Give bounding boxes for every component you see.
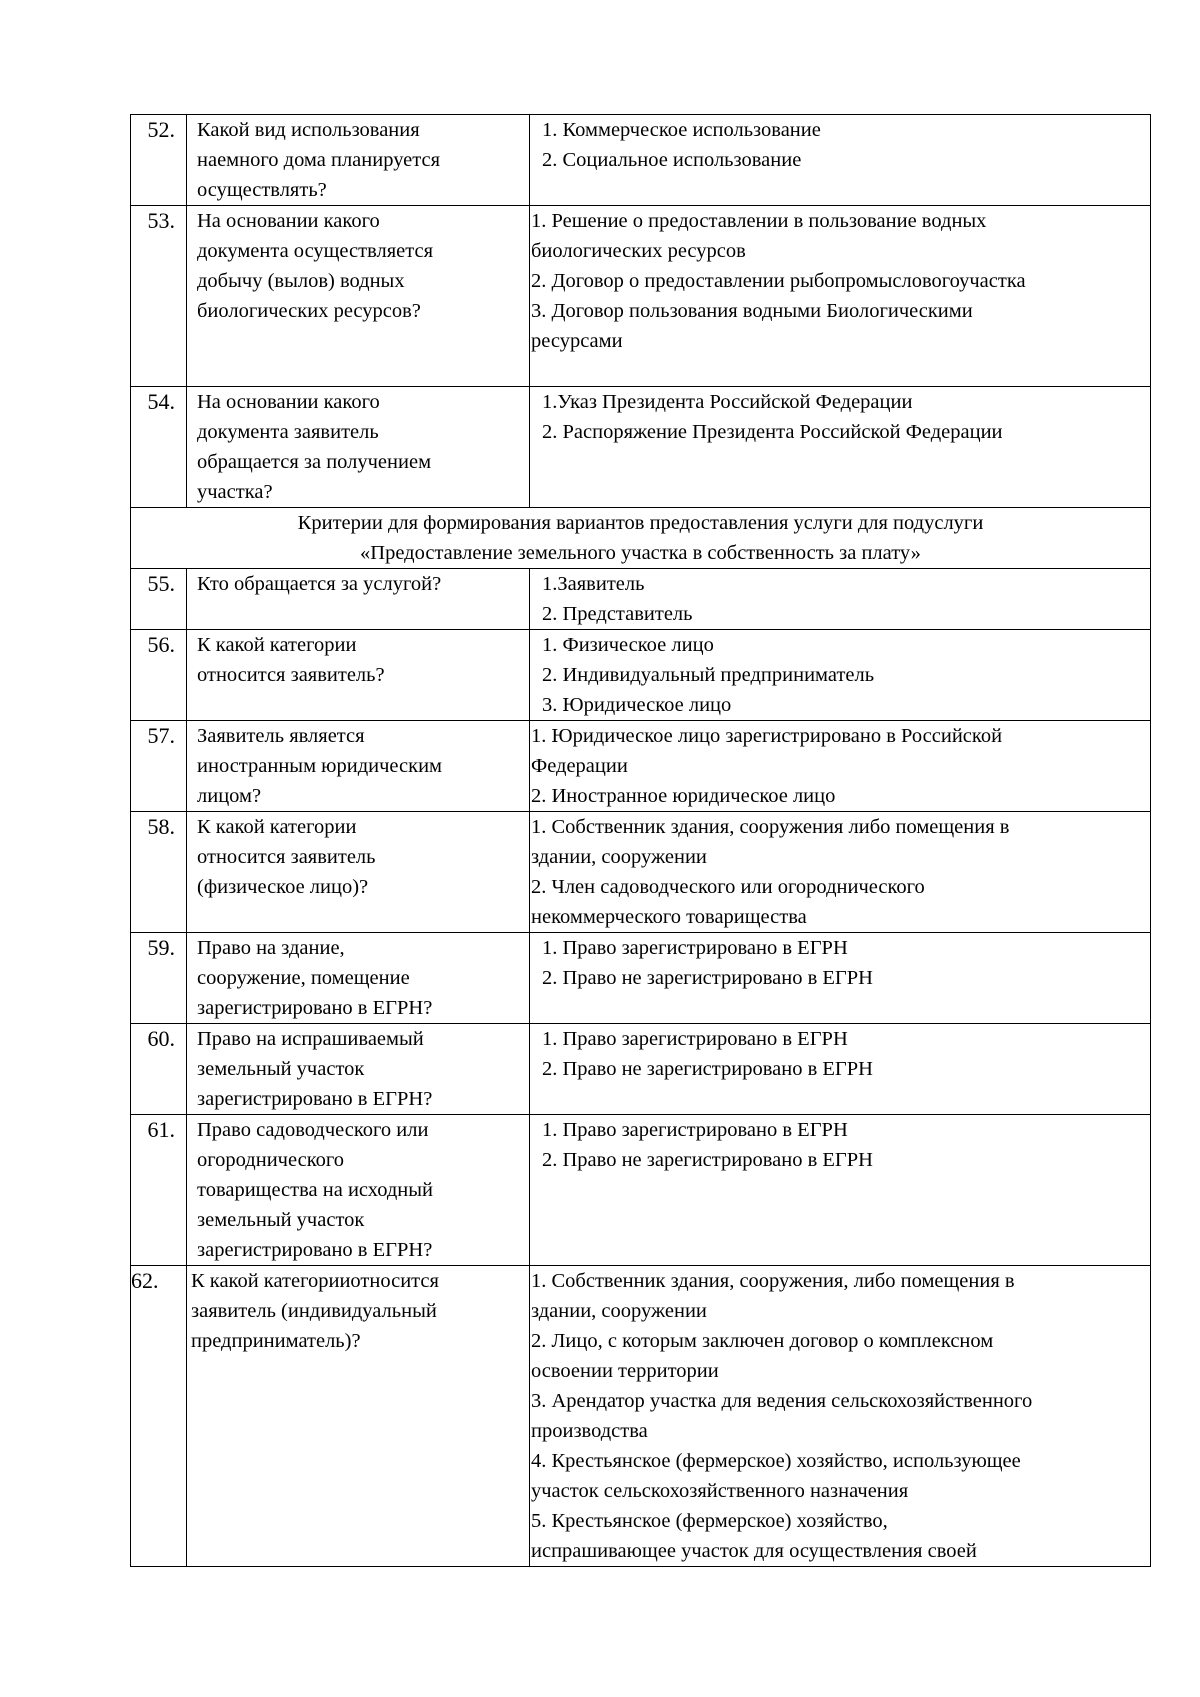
question-line: Право на испрашиваемый <box>197 1028 424 1050</box>
answer-option: 2. Право не зарегистрировано в ЕГРН <box>542 967 873 989</box>
question-line: предприниматель)? <box>191 1330 361 1352</box>
table-row <box>131 387 1151 508</box>
answer-option: 2. Представитель <box>542 603 693 625</box>
table-row <box>131 812 1151 933</box>
answer-option: 2. Право не зарегистрировано в ЕГРН <box>542 1058 873 1080</box>
criteria-table <box>130 114 1151 1567</box>
question-line: наемного дома планируется <box>197 149 441 171</box>
answers-cell <box>530 206 1151 387</box>
document-page <box>130 114 1150 1567</box>
table-row <box>131 1115 1151 1266</box>
table-row <box>131 569 1151 630</box>
question-line: земельный участок <box>197 1209 365 1231</box>
section-header-line: Критерии для формирования вариантов предоставления услуги для подуслуги <box>297 512 984 534</box>
table-row <box>131 721 1151 812</box>
answers-cell <box>530 1266 1151 1567</box>
question-line: зарегистрировано в ЕГРН? <box>197 1088 433 1110</box>
answer-option: освоении территории <box>531 1360 719 1382</box>
table-row <box>131 1024 1151 1115</box>
answer-option: 2. Индивидуальный предприниматель <box>542 664 875 686</box>
answer-option: 1. Коммерческое использование <box>542 119 821 141</box>
table-row <box>131 630 1151 721</box>
question-line: обращается за получением <box>197 451 432 473</box>
section-header <box>131 508 1151 569</box>
question-cell <box>187 1115 530 1266</box>
answers-cell <box>530 721 1151 812</box>
table-body <box>131 115 1151 1567</box>
question-cell <box>187 387 530 508</box>
row-number: 60. <box>131 1024 187 1115</box>
section-header-line: «Предоставление земельного участка в собственность за плату» <box>360 542 921 564</box>
question-line: земельный участок <box>197 1058 365 1080</box>
answer-option: 3. Арендатор участка для ведения сельскохозяйственного <box>531 1390 1033 1412</box>
question-line: К какой категории <box>197 634 357 656</box>
row-number: 53. <box>131 206 187 387</box>
question-cell <box>187 569 530 630</box>
question-line: (физическое лицо)? <box>197 876 369 898</box>
question-line: К какой категории <box>197 816 357 838</box>
answer-option: 2. Договор о предоставлении рыбопромысловогоучастка <box>531 270 1026 292</box>
question-line: К какой категорииотносится <box>191 1270 439 1292</box>
question-line: относится заявитель <box>197 846 376 868</box>
answer-option: здании, сооружении <box>531 846 707 868</box>
answer-option: 1.Заявитель <box>542 573 645 595</box>
answer-option: 5. Крестьянское (фермерское) хозяйство, <box>531 1510 888 1532</box>
question-line: осуществлять? <box>197 179 327 201</box>
question-line: иностранным юридическим <box>197 755 443 777</box>
question-line: участка? <box>197 481 273 503</box>
question-line: На основании какого <box>197 391 380 413</box>
table-row <box>131 206 1151 387</box>
question-line: добычу (вылов) водных <box>197 270 405 292</box>
question-line: На основании какого <box>197 210 380 232</box>
question-cell <box>187 115 530 206</box>
answer-option: 1. Юридическое лицо зарегистрировано в Российской <box>531 725 1003 747</box>
question-line: сооружение, помещение <box>197 967 410 989</box>
answer-option: участок сельскохозяйственного назначения <box>531 1480 909 1502</box>
answers-cell <box>530 387 1151 508</box>
answer-option: 2. Социальное использование <box>542 149 802 171</box>
answer-option: 1. Решение о предоставлении в пользование водных <box>531 210 987 232</box>
row-number: 56. <box>131 630 187 721</box>
answer-option: 2. Распоряжение Президента Российской Федерации <box>542 421 1003 443</box>
row-number: 58. <box>131 812 187 933</box>
question-line: заявитель (индивидуальный <box>191 1300 437 1322</box>
question-line: Право на здание, <box>197 937 345 959</box>
question-cell <box>187 1024 530 1115</box>
answer-option: 2. Право не зарегистрировано в ЕГРН <box>542 1149 873 1171</box>
answer-option: 4. Крестьянское (фермерское) хозяйство, использующее <box>531 1450 1021 1472</box>
answers-cell <box>530 812 1151 933</box>
table-row <box>131 933 1151 1024</box>
answer-option: 1. Право зарегистрировано в ЕГРН <box>542 1119 848 1141</box>
question-line: товарищества на исходный <box>197 1179 434 1201</box>
row-number: 55. <box>131 569 187 630</box>
answer-option: 1. Собственник здания, сооружения, либо помещения в <box>531 1270 1015 1292</box>
answer-option: ресурсами <box>531 330 623 352</box>
answer-option: 1. Собственник здания, сооружения либо помещения в <box>531 816 1010 838</box>
answer-option: 1. Право зарегистрировано в ЕГРН <box>542 1028 848 1050</box>
answer-option: 1.Указ Президента Российской Федерации <box>542 391 913 413</box>
answer-option: 2. Лицо, с которым заключен договор о комплексном <box>531 1330 994 1352</box>
row-number: 62. <box>131 1266 187 1567</box>
question-line: Заявитель является <box>197 725 365 747</box>
question-cell <box>187 933 530 1024</box>
question-line: биологических ресурсов? <box>197 300 421 322</box>
row-number: 52. <box>131 115 187 206</box>
answer-option: 2. Член садоводческого или огороднического <box>531 876 925 898</box>
answers-cell <box>530 933 1151 1024</box>
row-number: 54. <box>131 387 187 508</box>
question-cell <box>187 1266 530 1567</box>
question-line: зарегистрировано в ЕГРН? <box>197 997 433 1019</box>
answer-option: здании, сооружении <box>531 1300 707 1322</box>
question-line: Право садоводческого или <box>197 1119 429 1141</box>
section-header-row <box>131 508 1151 569</box>
answer-option: производства <box>531 1420 648 1442</box>
answers-cell <box>530 569 1151 630</box>
question-cell <box>187 721 530 812</box>
question-cell <box>187 630 530 721</box>
question-cell <box>187 206 530 387</box>
row-number: 61. <box>131 1115 187 1266</box>
question-line: огороднического <box>197 1149 345 1171</box>
question-line: документа заявитель <box>197 421 379 443</box>
question-line: относится заявитель? <box>197 664 385 686</box>
table-row <box>131 1266 1151 1567</box>
question-line: документа осуществляется <box>197 240 434 262</box>
answers-cell <box>530 115 1151 206</box>
question-cell <box>187 812 530 933</box>
answer-option: 3. Юридическое лицо <box>542 694 732 716</box>
question-line: зарегистрировано в ЕГРН? <box>197 1239 433 1261</box>
answer-option: некоммерческого товарищества <box>531 906 807 928</box>
answer-option: 1. Физическое лицо <box>542 634 714 656</box>
answer-option: 1. Право зарегистрировано в ЕГРН <box>542 937 848 959</box>
row-number: 59. <box>131 933 187 1024</box>
answer-option: испрашивающее участок для осуществления своей <box>531 1540 977 1562</box>
table-row <box>131 115 1151 206</box>
answer-option: Федерации <box>531 755 628 777</box>
answer-option: 2. Иностранное юридическое лицо <box>531 785 836 807</box>
answers-cell <box>530 630 1151 721</box>
answer-option: биологических ресурсов <box>531 240 746 262</box>
row-number: 57. <box>131 721 187 812</box>
question-line: лицом? <box>197 785 262 807</box>
answer-option: 3. Договор пользования водными Биологическими <box>531 300 973 322</box>
answers-cell <box>530 1115 1151 1266</box>
answers-cell <box>530 1024 1151 1115</box>
question-line: Кто обращается за услугой? <box>197 573 442 595</box>
question-line: Какой вид использования <box>197 119 420 141</box>
